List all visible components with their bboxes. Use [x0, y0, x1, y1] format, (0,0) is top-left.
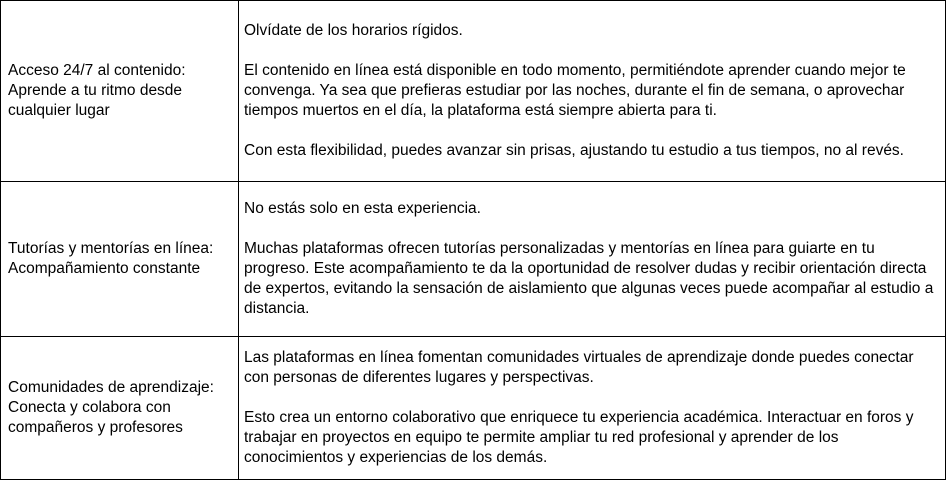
row-label-text: Acceso 24/7 al contenido: Aprende a tu ritmo desde cualquier lugar [8, 62, 186, 119]
row-label [1, 1, 239, 182]
paragraph: Las plataformas en línea fomentan comunidades virtuales de aprendizaje donde puedes conectar con personas de diferentes lugares y perspectivas. [244, 349, 914, 386]
row-label-text: Comunidades de aprendizaje: Conecta y colabora con compañeros y profesores [8, 379, 214, 436]
row-label [1, 182, 239, 337]
table-row [1, 182, 946, 337]
paragraph: El contenido en línea está disponible en todo momento, permitiéndote aprender cuando mejor te convenga. Ya sea que prefieras estudiar por las noches, durante el fin de semana, o aprovechar tiempos muertos en el día, la plataforma está siempre abierta para ti. [244, 62, 906, 119]
paragraph: Con esta flexibilidad, puedes avanzar sin prisas, ajustando tu estudio a tus tiempos, no al revés. [244, 142, 904, 159]
paragraph: Muchas plataformas ofrecen tutorías personalizadas y mentorías en línea para guiarte en tu progreso. Este acompañamiento te da la oportunidad de resolver dudas y recibir orientación directa de expertos, evitando la sensación de aislamiento que algunas veces puede acompañar al estudio a distancia. [244, 240, 934, 317]
row-content [239, 182, 946, 337]
row-label [1, 337, 239, 480]
paragraph: Esto crea un entorno colaborativo que enriquece tu experiencia académica. Interactuar en foros y trabajar en proyectos en equipo te permite ampliar tu red profesional y aprender de los conocimientos y experiencias de los demás. [244, 409, 914, 466]
row-label-text: Tutorías y mentorías en línea: Acompañamiento constante [8, 240, 214, 277]
table-row [1, 337, 946, 480]
row-content [239, 1, 946, 182]
paragraph: Olvídate de los horarios rígidos. [244, 22, 463, 39]
table-row [1, 1, 946, 182]
paragraph: No estás solo en esta experiencia. [244, 200, 481, 217]
row-content [239, 337, 946, 480]
